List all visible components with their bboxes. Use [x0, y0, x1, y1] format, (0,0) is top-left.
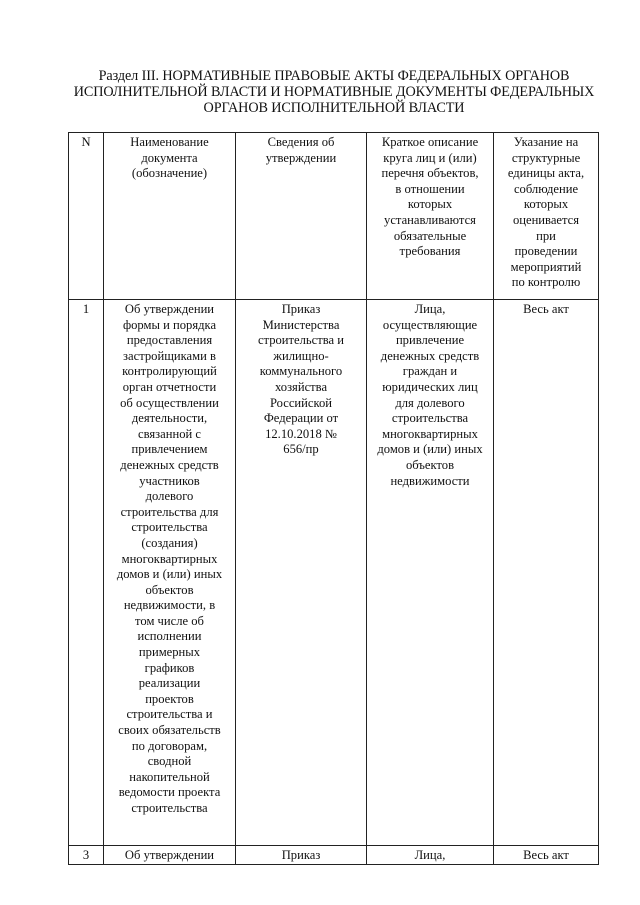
header-number: N [69, 133, 104, 300]
header-structural-units: Указание на структурные единицы акта, соблюдение которых оценивается при проведении мероприятий по контролю [494, 133, 599, 300]
regulatory-acts-table [68, 132, 599, 865]
section-heading [60, 68, 608, 116]
row-structural-units: Весь акт [494, 300, 599, 846]
row-document-name: Об утверждении формы и порядка предоставления застройщиками в контролирующий орган отчетности об осуществлении деятельности, связанной с привлечением денежных средств участников долевого строительства для строительства (создания) многоквартирных домов и (или) иных объектов недвижимости, в том числе об исполнении примерных графиков реализации проектов строительства и своих обязательств по договорам, сводной накопительной ведомости проекта строительства [104, 300, 236, 846]
table-row [69, 846, 599, 865]
row-approval-info: Приказ [236, 846, 367, 865]
row-structural-units: Весь акт [494, 846, 599, 865]
header-approval-info: Сведения об утверждении [236, 133, 367, 300]
row-number: 1 [69, 300, 104, 846]
row-approval-info: Приказ Министерства строительства и жилищно- коммунального хозяйства Российской Федерации от 12.10.2018 № 656/пр [236, 300, 367, 846]
row-description: Лица, [367, 846, 494, 865]
section-heading-line-1: Раздел III. НОРМАТИВНЫЕ ПРАВОВЫЕ АКТЫ ФЕДЕРАЛЬНЫХ ОРГАНОВ [98, 68, 570, 84]
header-description: Краткое описание круга лиц и (или) перечня объектов, в отношении которых устанавливаются обязательные требования [367, 133, 494, 300]
header-document-name: Наименование документа (обозначение) [104, 133, 236, 300]
section-heading-line-3: ОРГАНОВ ИСПОЛНИТЕЛЬНОЙ ВЛАСТИ [203, 100, 465, 116]
table-row [69, 300, 599, 846]
row-description: Лица, осуществляющие привлечение денежных средств граждан и юридических лиц для долевого строительства многоквартирных домов и (или) иных объектов недвижимости [367, 300, 494, 846]
table-header-row [69, 133, 599, 300]
row-number: 3 [69, 846, 104, 865]
section-heading-line-2: ИСПОЛНИТЕЛЬНОЙ ВЛАСТИ И НОРМАТИВНЫЕ ДОКУМЕНТЫ ФЕДЕРАЛЬНЫХ [73, 84, 595, 100]
row-document-name: Об утверждении [104, 846, 236, 865]
